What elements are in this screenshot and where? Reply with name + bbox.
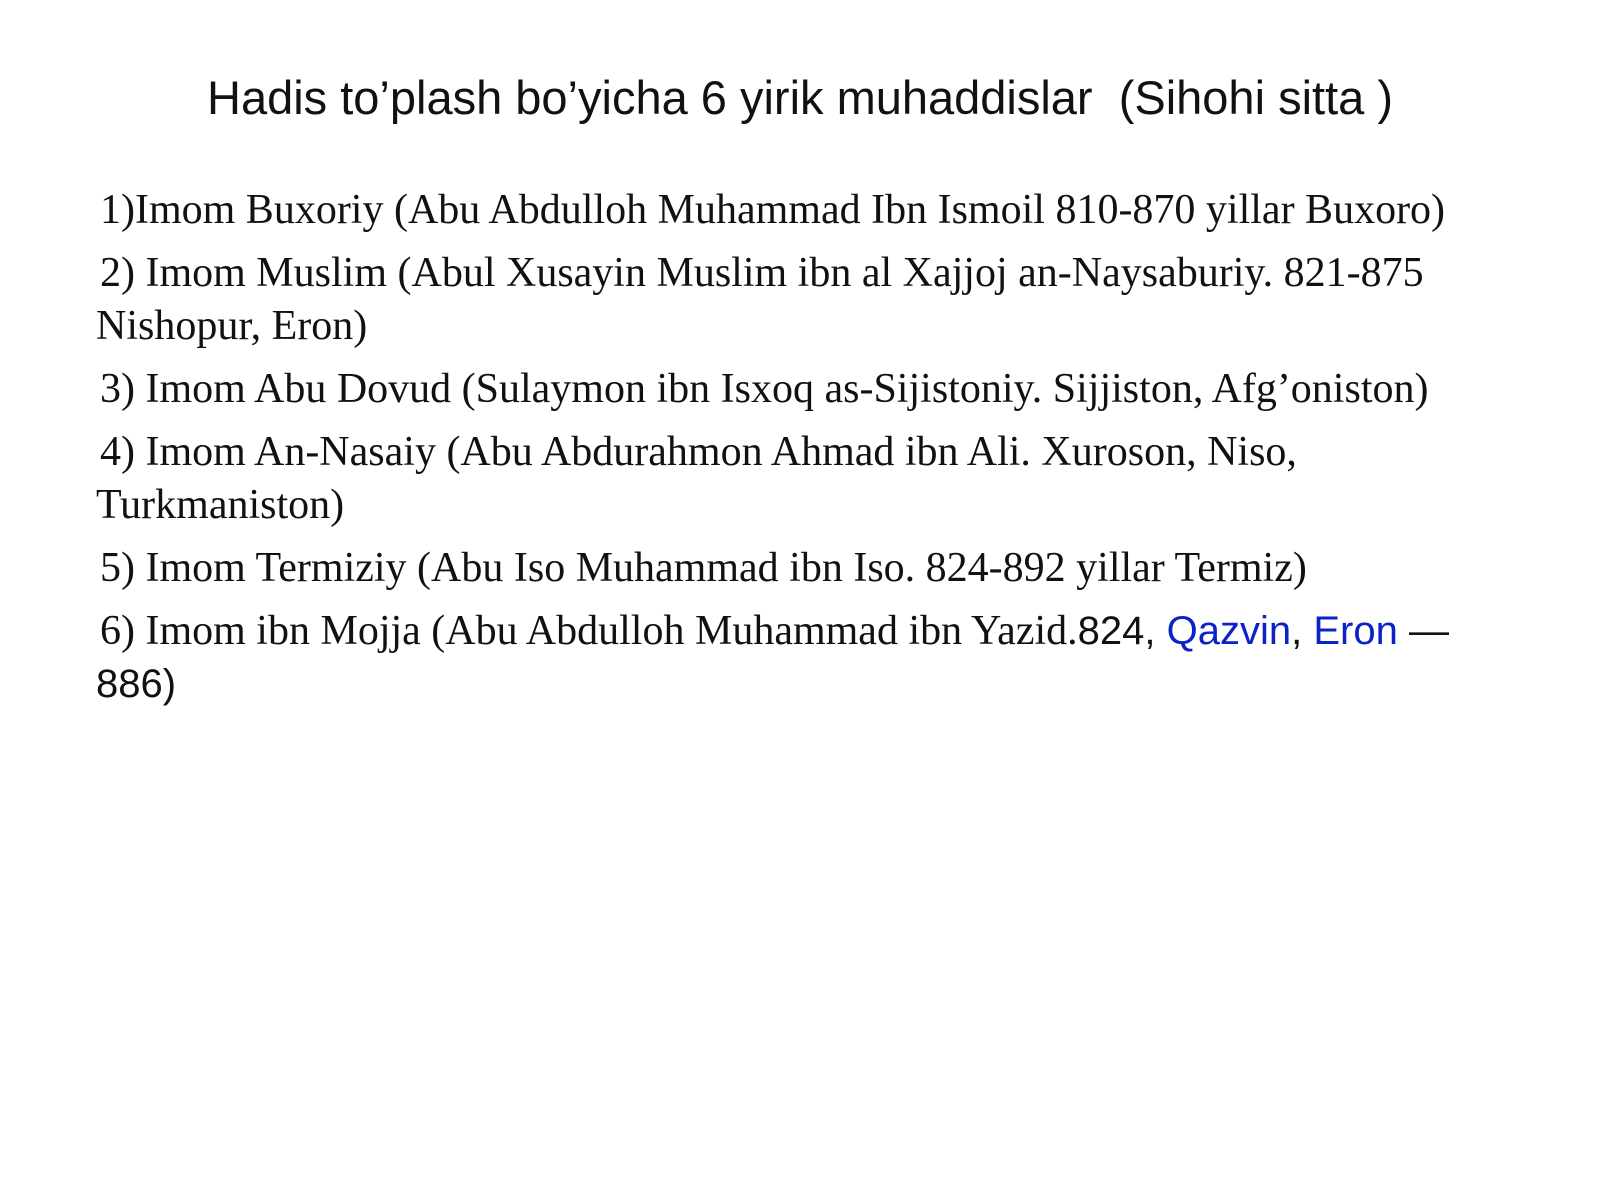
list-item bbox=[96, 542, 1536, 595]
list-item-text: 3) Imom Abu Dovud (Sulaymon ibn Isxoq as-Sijistoniy. Sijjiston, Afg’oniston) bbox=[100, 366, 1429, 412]
list-item-text: 4) Imom An-Nasaiy (Abu Abdurahmon Ahmad ibn Ali. Xuroson, Niso, Turkmaniston) bbox=[96, 429, 1297, 528]
list-item bbox=[96, 605, 1536, 711]
eron-link[interactable]: Eron bbox=[1313, 609, 1398, 653]
list-item bbox=[96, 184, 1536, 237]
list-item-year-start: 824, bbox=[1077, 609, 1167, 653]
list-item bbox=[96, 247, 1536, 353]
list-item bbox=[96, 363, 1536, 416]
muhaddis-list bbox=[96, 184, 1536, 721]
list-item-prefix: 6) Imom ibn Mojja (Abu Abdulloh Muhammad ibn Yazid. bbox=[100, 608, 1078, 654]
list-item bbox=[96, 426, 1536, 532]
list-item-year-end: 886) bbox=[96, 662, 177, 706]
qazvin-link[interactable]: Qazvin bbox=[1166, 609, 1292, 653]
list-item-comma: , bbox=[1291, 609, 1314, 653]
slide-title: Hadis to’plash bo’yicha 6 yirik muhaddislar (Sihohi sitta ) bbox=[207, 71, 1393, 124]
list-item-text: 1)Imom Buxoriy (Abu Abdulloh Muhammad Ibn Ismoil 810-870 yillar Buxoro) bbox=[100, 187, 1446, 233]
list-item-dash: — bbox=[1397, 609, 1449, 653]
list-item-text: 5) Imom Termiziy (Abu Iso Muhammad ibn Iso. 824-892 yillar Termiz) bbox=[100, 545, 1307, 591]
list-item-text: 2) Imom Muslim (Abul Xusayin Muslim ibn al Xajjoj an-Naysaburiy. 821-875 Nishopur, Eron) bbox=[96, 250, 1424, 349]
